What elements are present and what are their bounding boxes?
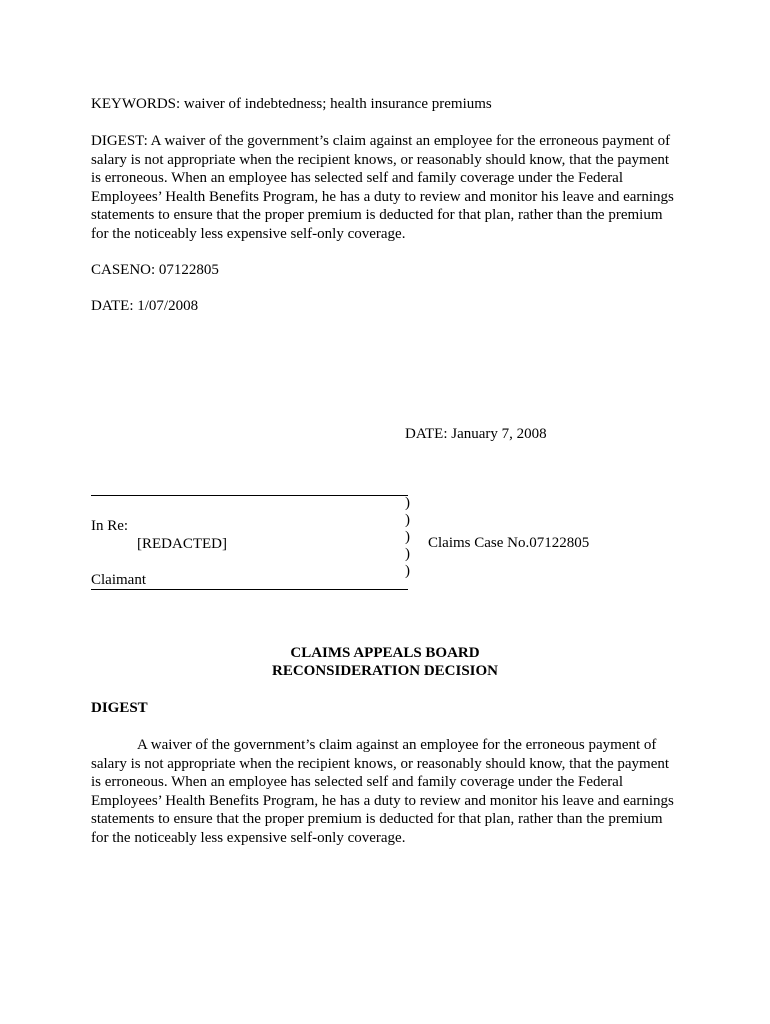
digest-summary-line: Employees’ Health Benefits Program, he has a duty to review and monitor his leave and earnings <box>91 188 674 205</box>
digest-body-line: statements to ensure that the proper premium is deducted for that plan, rather than the premium <box>91 811 663 827</box>
digest-summary-line: salary is not appropriate when the recipient knows, or reasonably should know, that the payment <box>91 151 670 168</box>
date-long: DATE: January 7, 2008 <box>405 426 547 442</box>
caption-paren: ) <box>405 563 410 579</box>
digest-body-line: is erroneous. When an employee has selected self and family coverage under the Federal <box>91 774 624 790</box>
digest-summary-line: DIGEST: A waiver of the government’s claim against an employee for the erroneous payment of <box>91 133 671 149</box>
caption-bottom-rule <box>91 589 408 590</box>
digest-summary-line: statements to ensure that the proper premium is deducted for that plan, rather than the premium <box>91 207 663 223</box>
digest-body-line: Employees’ Health Benefits Program, he has a duty to review and monitor his leave and earnings <box>91 792 674 809</box>
digest-body-line: for the noticeably less expensive self-only coverage. <box>91 829 406 846</box>
digest-body <box>91 736 691 847</box>
decision-heading: RECONSIDERATION DECISION <box>271 663 499 679</box>
digest-body-line: salary is not appropriate when the recipient knows, or reasonably should know, that the payment <box>91 755 670 772</box>
caption-parentheses <box>405 495 410 580</box>
case-number: CASENO: 07122805 <box>91 262 219 278</box>
caption-paren: ) <box>405 529 410 545</box>
claimant-name-redacted: [REDACTED] <box>137 536 227 552</box>
caption-paren: ) <box>405 512 410 528</box>
digest-body-line: A waiver of the government’s claim against an employee for the erroneous payment of <box>137 737 657 753</box>
digest-summary-line: is erroneous. When an employee has selected self and family coverage under the Federal <box>91 170 624 186</box>
date-short: DATE: 1/07/2008 <box>91 298 199 314</box>
claimant-label: Claimant <box>91 572 146 588</box>
caption-top-rule <box>91 495 408 496</box>
board-heading: CLAIMS APPEALS BOARD <box>290 645 480 661</box>
digest-summary <box>91 132 691 243</box>
digest-heading: DIGEST <box>91 700 148 716</box>
digest-summary-line: for the noticeably less expensive self-only coverage. <box>91 225 406 242</box>
keywords-line: KEYWORDS: waiver of indebtedness; health insurance premiums <box>91 96 492 112</box>
claims-case-number: Claims Case No.07122805 <box>428 535 590 551</box>
in-re-label: In Re: <box>91 518 129 534</box>
caption-paren: ) <box>405 495 410 511</box>
caption-paren: ) <box>405 546 410 562</box>
